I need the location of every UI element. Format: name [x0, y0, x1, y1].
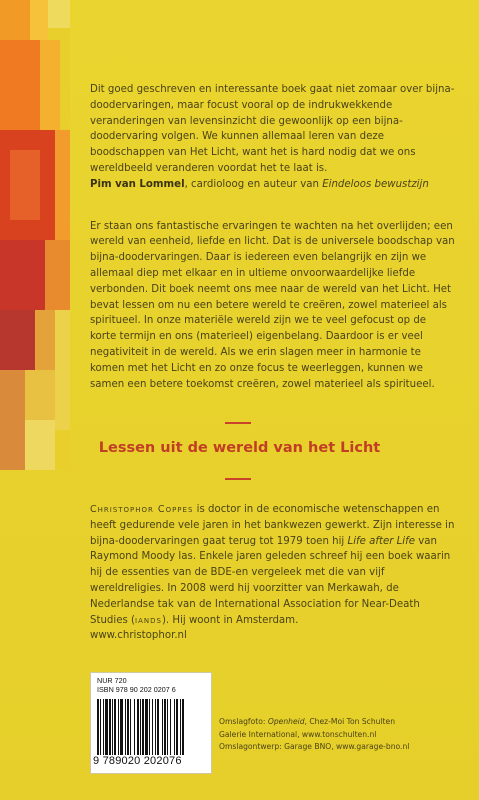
tagline: Lessen uit de wereld van het Licht — [98, 440, 381, 456]
divider-top — [225, 422, 251, 424]
barcode-bar — [162, 699, 163, 755]
barcode-bar — [105, 699, 108, 755]
author-bio — [90, 502, 455, 644]
author-website: www.christophor.nl — [90, 630, 187, 642]
photo-credit-label: Omslagfoto: — [219, 717, 268, 726]
barcode-bar — [174, 699, 175, 755]
barcode-bar — [114, 699, 116, 755]
endorser-role: , cardioloog en auteur van — [184, 178, 323, 190]
barcode-bar — [127, 699, 129, 755]
bio-text-1: is doctor in de economische wetenschappen en heeft gedurende vele jaren in het bankwezen gewerkt. Zijn interesse in bijna-doodervaringen gaat terug tot 1979 toen hij — [90, 504, 455, 547]
barcode-bars — [97, 699, 205, 755]
barcode-bar — [140, 699, 141, 755]
cover-credits — [219, 716, 459, 754]
barcode-bar — [164, 699, 166, 755]
bio-text-2: van Raymond Moody las. Enkele jaren geleden schreef hij een boek waarin hij de essenties van de BDE-en vergeleek met die van vijf wereldreligies. In 2008 werd hij voorzitter van Merkawah, de Nederlandse tak van de International Association for Near-Death Studies ( — [90, 535, 451, 626]
isbn-barcode — [90, 672, 212, 774]
blurb-paragraph-1: Dit goed geschreven en interessante boek gaat niet zomaar over bijna-doodervaringen, maar focust vooral op de indrukwekkende veranderingen van levensinzicht die gewoonlijk op een bijna-doodervaring volgen. We kunnen allemaal leren van deze boodschappen van Het Licht, want het is hard nodig dat we ons wereldbeeld veranderen voordat het te laat is. — [90, 84, 455, 174]
photo-credit — [219, 716, 459, 729]
cover-artwork — [0, 0, 70, 470]
back-cover-blurb — [90, 82, 455, 392]
barcode-bar — [142, 699, 144, 755]
barcode-bar — [112, 699, 113, 755]
barcode-bar — [100, 699, 101, 755]
isbn-number: ISBN 978 90 202 0207 6 — [97, 685, 176, 694]
nur-code: NUR 720 — [97, 676, 127, 685]
barcode-bar — [170, 699, 171, 755]
barcode-bar — [182, 699, 184, 755]
barcode-bar — [180, 699, 181, 755]
barcode-bar — [125, 699, 126, 755]
bio-iands: iands — [135, 614, 162, 626]
barcode-bar — [157, 699, 159, 755]
barcode-bar — [137, 699, 139, 755]
barcode-bar — [130, 699, 131, 755]
endorsement — [90, 177, 455, 193]
endorser-name: Pim van Lommel — [90, 178, 185, 190]
barcode-bar — [152, 699, 153, 755]
barcode-bar — [167, 699, 168, 755]
endorser-book: Eindeloos bewustzijn — [322, 178, 429, 190]
barcode-digits: 9 789020 202076 — [93, 755, 182, 767]
barcode-bar — [120, 699, 123, 755]
barcode-bar — [155, 699, 156, 755]
blurb-paragraph-2: Er staan ons fantastische ervaringen te wachten na het overlijden; een wereld van eenheid, liefde en licht. Dat is de universele boodschap van bijna-doodervaringen. Daar is iedereen even belangrijk en zijn we allemaal diep met elkaar en in ultieme onvoorwaardelijke liefde verbonden. Dit boek neemt ons mee naar de wereld van het Licht. Het bevat lessen om nu een betere wereld te creëren, zowel materieel als spiritueel. In onze materiële wereld zijn we te veel gefocust op de korte termijn en ons (materieel) eigenbelang. Daardoor is er veel negativiteit in de wereld. Als we erin slagen meer in harmonie te komen met het Licht en zo onze focus te weerleggen, kunnen we samen een betere toekomst creëren, zowel materieel als spiritueel. — [90, 220, 455, 390]
bio-text-3: ). Hij woont in Amsterdam. — [161, 614, 299, 626]
design-credit: Omslagontwerp: Garage BNO, www.garage-bno.nl — [219, 742, 410, 751]
author-name: Christophor Coppes — [90, 504, 194, 515]
barcode-bar — [103, 699, 104, 755]
barcode-bar — [145, 699, 148, 755]
barcode-bar — [97, 699, 99, 755]
barcode-bar — [134, 699, 135, 755]
barcode-bar — [149, 699, 150, 755]
photo-credit-title: Openheid — [267, 717, 305, 726]
barcode-bar — [176, 699, 178, 755]
barcode-bar — [109, 699, 111, 755]
photo-credit-rest: , Chez-Moi Ton Schulten — [304, 717, 396, 726]
divider-bottom — [225, 478, 251, 480]
bio-book-title: Life after Life — [347, 535, 415, 547]
barcode-bar — [118, 699, 119, 755]
gallery-credit: Galerie International, www.tonschulten.nl — [219, 729, 377, 739]
